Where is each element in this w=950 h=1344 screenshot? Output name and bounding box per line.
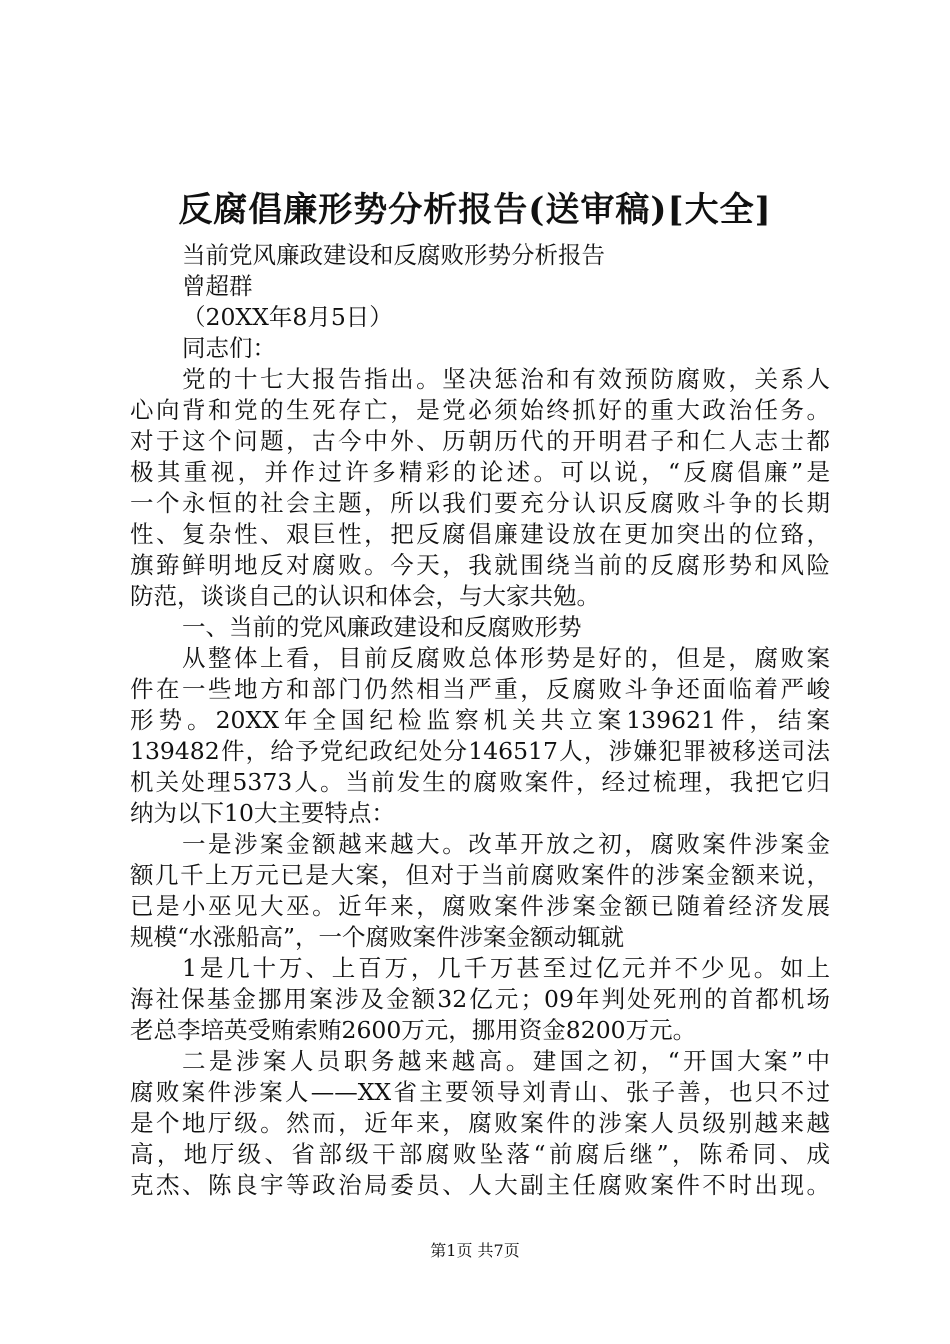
text-line: 已是小巫见大巫。近年来，腐败案件涉案金额已随着经济发展: [130, 892, 830, 920]
page-footer: 第1页 共7页: [430, 1241, 520, 1260]
text-line: 极其重视，并作过许多精彩的论述。可以说，“反腐倡廉”是: [130, 458, 830, 486]
text-line: 机关处理5373人。当前发生的腐败案件，经过梳理，我把它归: [130, 768, 830, 796]
text-line: 件在一些地方和部门仍然相当严重，反腐败斗争还面临着严峻: [130, 675, 830, 703]
text-line: 一是涉案金额越来越大。改革开放之初，腐败案件涉案金: [182, 830, 830, 858]
text-line: 高，地厅级、省部级干部腐败坠落“前腐后继”，陈希同、成: [130, 1140, 830, 1168]
text-line: 性、复杂性、艰巨性，把反腐倡廉建设放在更加突出的位臵，: [130, 520, 830, 548]
text-line: 是个地厅级。然而，近年来，腐败案件的涉案人员级别越来越: [130, 1109, 830, 1137]
text-line: 腐败案件涉案人——XX省主要领导刘青山、张子善，也只不过: [130, 1078, 830, 1106]
text-line: 纳为以下10大主要特点：: [130, 799, 395, 827]
text-line: 一、当前的党风廉政建设和反腐败形势: [182, 613, 582, 641]
text-line: 额几千上万元已是大案，但对于当前腐败案件的涉案金额来说，: [130, 861, 830, 889]
text-line: 党的十七大报告指出。坚决惩治和有效预防腐败，关系人: [182, 365, 830, 393]
text-line: 1是几十万、上百万，几千万甚至过亿元并不少见。如上: [182, 954, 830, 982]
text-line: 对于这个问题，古今中外、历朝历代的开明君子和仁人志士都: [130, 427, 830, 455]
text-line: 二是涉案人员职务越来越高。建国之初，“开国大案”中: [182, 1047, 830, 1075]
text-line: 心向背和党的生死存亡，是党必须始终抓好的重大政治任务。: [130, 396, 830, 424]
text-line: 曾超群: [182, 272, 253, 300]
text-line: 139482件，给予党纪政纪处分146517人，涉嫌犯罪被移送司法: [130, 737, 830, 765]
text-line: 当前党风廉政建设和反腐败形势分析报告: [182, 241, 605, 269]
text-line: 形势。20XX年全国纪检监察机关共立案139621件，结案: [130, 706, 830, 734]
document-body: [130, 240, 830, 1201]
text-line: （20XX年8月5日）: [182, 303, 393, 331]
text-line: 海社保基金挪用案涉及金额32亿元；09年判处死刑的首都机场: [130, 985, 830, 1013]
text-line: 规模“水涨船高”，一个腐败案件涉案金额动辄就: [130, 923, 625, 951]
text-line: 克杰、陈良宇等政治局委员、人大副主任腐败案件不时出现。: [130, 1171, 830, 1199]
document-title: 反腐倡廉形势分析报告(送审稿)[大全]: [178, 190, 772, 230]
text-line: 旗臶鲜明地反对腐败。今天，我就围绕当前的反腐形势和风险: [130, 551, 830, 579]
text-line: 老总李培英受贿索贿2600万元，挪用资金8200万元。: [130, 1016, 697, 1044]
text-line: 防范，谈谈自己的认识和体会，与大家共勉。: [130, 582, 600, 610]
text-line: 从整体上看，目前反腐败总体形势是好的，但是，腐败案: [182, 644, 830, 672]
text-line: 同志们：: [182, 334, 276, 362]
text-line: 一个永恒的社会主题，所以我们要充分认识反腐败斗争的长期: [130, 489, 830, 517]
